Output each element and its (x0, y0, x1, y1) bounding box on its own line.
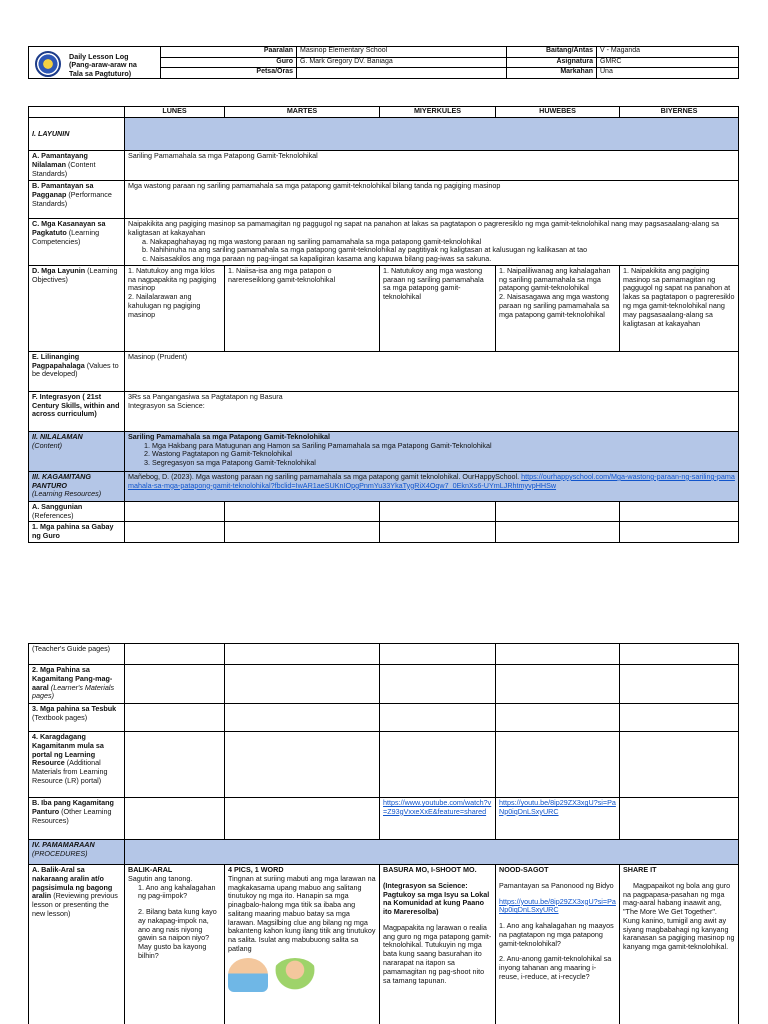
youtu-be-link-cell (496, 798, 620, 840)
kasanayan-list (150, 238, 735, 264)
day-huwebes: HUWEBES (496, 107, 620, 118)
layunin-huwebes: 1. Naipaliliwanag ang kahalagahan ng sariling pamamahala sa mga patapong gamit-teknolohikal 2. Naisasagawa ang mga wastong paraan ng sariling pamamahala sa mga patapong gamit-teknolohikal (496, 265, 620, 351)
asignatura-label: Asignatura (507, 57, 597, 68)
pamamaraan-label: IV. PAMAMARAAN (PROCEDURES) (29, 840, 125, 865)
day-lunes: LUNES (125, 107, 225, 118)
baitang-label: Baitang/Antas (507, 47, 597, 58)
child-illustration-icon (228, 958, 268, 992)
procedure-miyerkules: BASURA MO, I-SHOOT MO. (Integrasyon sa Science: Pagtukoy sa mga Isyu sa Lokal na Komunidad at kung Paano ito Mareresolba) Magpapakita ng larawan o realia ang guro ng mga patapong gamit-teknolohikal. Tutukuyin ng mga bata kung saang basurahan ito nararapat na itapon sa pamamagitan ng pag-shoot nito sa tamang tapunan. (380, 865, 496, 1024)
gabay-label-cont: (Teacher's Guide pages) (29, 644, 125, 665)
layunin-band (125, 118, 739, 151)
youtube-link-cell (380, 798, 496, 840)
pamantayan-pagganap-label: B. Pamantayan sa Pagganap (Performance Standards) (29, 181, 125, 219)
pamantayang-nilalaman-label: A. Pamantayang Nilalaman (Content Standards) (29, 151, 125, 181)
list-item: 2. Wastong Pagtatapon ng Gamit-Teknolohikal (152, 450, 735, 459)
list-item: a. Nakapaghahayag ng mga wastong paraan ng sariling pamamahala sa mga patapong gamit-teknolohikal (150, 238, 735, 247)
day-martes: MARTES (225, 107, 380, 118)
procedure-biyernes: SHARE IT Magpapaikot ng bola ang guro na pagpapasa-pasahan ng mga mag-aaral habang inaawit ang, "The More We Get Together". Kung kanino, tumigil ang awit ay siyang magbabahagi ng kanyang karanasan sa pagiging masinop ng kanyang mga gamit-teknolohikal. (620, 865, 739, 1024)
lr-portal-label: 4. Karagdagang Kagamitanm mula sa portal ng Learning Resource (Additional Materials from Learning Resource (LR) portal) (29, 732, 125, 798)
guro-label: Guro (161, 57, 297, 68)
list-item: c. Naisasakilos ang mga paraan ng pag-iingat sa kapaligiran kasama ang kapuwa bilang pag-iwas sa sakuna. (150, 255, 735, 264)
list-item: b. Nahihinuha na ang sariling pamamahala sa mga patapong gamit-teknolohikal ay pagtitiyak ng kaligtasan at kalusugan ng kalikasan at tao (150, 246, 735, 255)
markahan-label: Markahan (507, 68, 597, 79)
petsa-label: Petsa/Oras (161, 68, 297, 79)
layunin-biyernes: 1. Naipakikita ang pagiging masinop sa pamamagitan ng paggugol ng sapat na panahon at lakas sa pagtatapon o pagreresiklo ng mga gamit-teknolohikal nang may pagsasaalang-alang sa kaligtasan at kakayahan (620, 265, 739, 351)
nilalaman-text: Sariling Pamamahala sa mga Patapong Gamit-Teknolohikal 1. Mga Hakbang para Matugunan ang Hamon sa Sariling Pamamahala sa mga Patapong Gamit-Teknolohikal 2. Wastong Pagtatapon ng Gamit-Teknolohikal 3. Segregasyon sa mga Patapong Gamit-Teknolohikal (125, 431, 739, 471)
youtu-be-link[interactable]: https://youtu.be/8ip29ZX3xgU?si=PaNp0iqDnLSxyURC (499, 798, 616, 816)
pagpapahalaga-label: E. Lilinanging Pagpapahalaga (Values to be developed) (29, 351, 125, 391)
day-header-row (29, 107, 739, 118)
lesson-table-page2 (28, 643, 739, 1024)
lm-label: 2. Mga Pahina sa Kagamitang Pang-mag-aaral (Learner's Materials pages) (29, 665, 125, 704)
pamantayan-pagganap-text: Mga wastong paraan ng sariling pamamahala sa mga patapong gamit-teknolohikal bilang tanda ng pagiging masinop (125, 181, 739, 219)
corner-cell (29, 107, 125, 118)
day-miyerkules: MIYERKULES (380, 107, 496, 118)
pamantayang-nilalaman-text: Sariling Pamamahala sa mga Patapong Gamit-Teknolohikal (125, 151, 739, 181)
kagamitan-link[interactable]: https://ourhappyschool.com/Mga-wastong-paraan-ng-sariling-pamamahala-sa-mga-patapong-gamit-teknolohikal?fbclid=IwAR1aeSUKnIOpgPnmYu33YkaTygRiX4Oqw7_0EknXs6-UYmLJRhtmyvpHHSw (128, 471, 735, 490)
layunin-lunes: 1. Natutukoy ang mga kilos na nagpapakita ng pagiging masinop 2. Nailalarawan ang kahulugan ng pagiging masinop (125, 265, 225, 351)
integrasyon-label: F. Integrasyon ( 21st Century Skills, within and across curriculum) (29, 391, 125, 431)
nood-sagot-link[interactable]: https://youtu.be/8ip29ZX3xgU?si=PaNp0iqDnLSxyURC (499, 896, 616, 915)
markahan-value: Una (597, 68, 739, 79)
layunin-martes: 1. Naiisa-isa ang mga patapon o narereseiklong gamit-teknolohikal (225, 265, 380, 351)
sanggunian-label: A. Sanggunian (References) (29, 501, 125, 522)
paaralan-label: Paaralan (161, 47, 297, 58)
paaralan-value: Masinop Elementary School (297, 47, 507, 58)
list-item: 3. Segregasyon sa mga Patapong Gamit-Teknolohikal (152, 459, 735, 468)
list-item: 1. Mga Hakbang para Matugunan ang Hamon sa Sariling Pamamahala sa mga Patapong Gamit-Teknolohikal (152, 442, 735, 451)
iba-pang-kagamitan-label: B. Iba pang Kagamitang Panturo (Other Learning Resources) (29, 798, 125, 840)
kagamitan-text: Mañebog, D. (2023). Mga wastong paraan ng sariling pamamahala sa mga patapong gamit teknolohikal. OurHappySchool. https://ourhappyschool.com/Mga-wastong-paraan-ng-sariling-pamamahala-sa-mga-patapong-gamit-teknolohikal?fbclid=IwAR1aeSUKnIOpgPnmYu33YkaTygRiX4Oqw7_0EknXs6-UYmLJRhtmyvpHHSw (125, 471, 739, 501)
layunin-heading: I. LAYUNIN (29, 118, 125, 151)
layunin-label: D. Mga Layunin (Learning Objectives) (29, 265, 125, 351)
kagamitan-label: III. KAGAMITANG PANTURO (Learning Resources) (29, 471, 125, 501)
deped-seal-icon (35, 51, 61, 77)
pagpapahalaga-text: Masinop (Prudent) (125, 351, 739, 391)
pamamaraan-band (125, 840, 739, 865)
procedure-huwebes: NOOD-SAGOT Pamantayan sa Panonood ng Bidyo https://youtu.be/8ip29ZX3xgU?si=PaNp0iqDnLSxyURC 1. Ano ang kahalagahan ng maayos na pagtatapon ng mga patapong gamit-teknolohikal? 2. Anu-anong gamit-teknolohikal sa inyong tahanan ang maaring i-reuse, i-reduce, at i-recycle? (496, 865, 620, 1024)
gabay-label: 1. Mga pahina sa Gabay ng Guro (29, 522, 125, 543)
kasanayan-label: C. Mga Kasanayan sa Pagkatuto (Learning Competencies) (29, 219, 125, 266)
children-illustration-icon (272, 958, 318, 992)
procedure-martes: 4 PICS, 1 WORD Tingnan at suriing mabuti ang mga larawan na magkakasama upang mabuo ang salitang tinutukoy ng mga ito. Hanapin sa mga pinagbalo-halong mga titik sa ibaba ang salitang maaring mabuo batay sa mga larawan. Magsilbing clue ang bilang ng mga bakanteng kahon kung ilang titik ang tinutukoy na salita. Isulat ang mabubuong salita sa patlang (225, 865, 380, 1024)
logo-cell (29, 47, 161, 79)
layunin-miyerkules: 1. Natutukoy ang mga wastong paraan ng sariling pamamahala sa mga patapong gamit-teknolohikal (380, 265, 496, 351)
nilalaman-label: II. NILALAMAN (Content) (29, 431, 125, 471)
asignatura-value: GMRC (597, 57, 739, 68)
balik-aral-label: A. Balik-Aral sa nakaraang aralin at/o pagsisimula ng bagong aralin (Reviewing previous lesson or presenting the new lesson) (29, 865, 125, 1024)
lesson-table-page1 (28, 106, 739, 543)
integrasyon-text: 3Rs sa Pangangasiwa sa Pagtatapon ng Basura Integrasyon sa Science: (125, 391, 739, 431)
youtube-link[interactable]: https://www.youtube.com/watch?v=Z93gVxxeXxE&feature=shared (383, 798, 492, 816)
guro-value: G. Mark Gregory DV. Baniaga (297, 57, 507, 68)
procedure-lunes: BALIK-ARAL Sagutin ang tanong. 1. Ano ang kahalagahan ng pag-iimpok? 2. Bilang bata kung kayo ay nakapag-impok na, ano ang nais niyong gawin sa naipon niyo? May gusto ba kayong bilhin? (125, 865, 225, 1024)
kasanayan-text: Naipakikita ang pagiging masinop sa pamamagitan ng paggugol ng sapat na panahon at lakas sa pagtatapon o pagreresiklo ng mga gamit-teknolohikal nang may pagsasaalang-alang sa kaligtasan at kakayahan a. Nakapaghahayag ng mga wastong paraan ng sariling pamamahala sa mga patapong gamit-teknolohikal b. Nahihinuha na ang sariling pamamahala sa mga patapong gamit-teknolohikal ay pagtitiyak ng kaligtasan at kalusugan ng kalikasan at tao c. Naisasakilos ang mga paraan ng pag-iingat sa kapaligiran kasama ang kapuwa bilang pag-iwas sa sakuna. (125, 219, 739, 266)
dll-title: Daily Lesson Log (Pang-araw-araw na Tala sa Pagtuturo) (69, 52, 137, 78)
petsa-value (297, 68, 507, 79)
baitang-value: V - Maganda (597, 47, 739, 58)
day-biyernes: BIYERNES (620, 107, 739, 118)
header-table (28, 46, 739, 79)
four-pics-image (228, 958, 376, 992)
tesbuk-label: 3. Mga pahina sa Tesbuk (Textbook pages) (29, 704, 125, 732)
nilalaman-list (152, 442, 735, 468)
